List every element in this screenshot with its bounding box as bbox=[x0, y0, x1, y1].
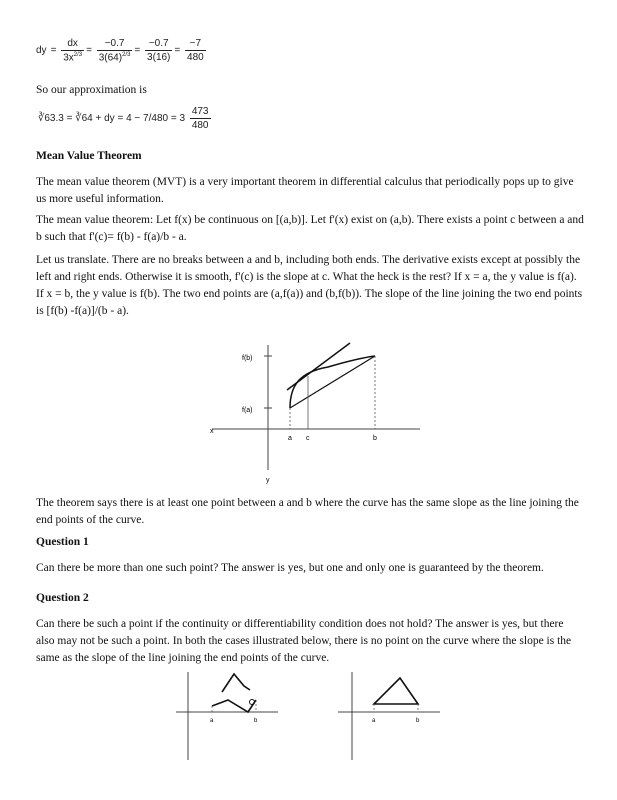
approximation-intro: So our approximation is bbox=[36, 84, 147, 96]
label-fb: f(b) bbox=[242, 355, 253, 362]
question-2-text: Can there be such a point if the continuity or differentiability condition does not hold? The answer is yes, but there also may not be such a point. In both the cases illustrated below, there is no point on the curve where the slope is the same as the slope of the line joining the end points of the curve. bbox=[36, 618, 572, 664]
right-label-a: a bbox=[372, 718, 376, 724]
label-c: c bbox=[306, 435, 310, 442]
counterexample-figure-left bbox=[172, 668, 282, 763]
paragraph-mvt-intro: The mean value theorem (MVT) is a very important theorem in differential calculus that periodically pops up to give us more useful information. bbox=[36, 176, 574, 205]
eq-lhs: dy bbox=[36, 45, 47, 57]
left-label-b: b bbox=[254, 718, 258, 724]
label-fa: f(a) bbox=[242, 407, 253, 414]
question-2-title: Question 2 bbox=[36, 592, 89, 604]
section-title: Mean Value Theorem bbox=[36, 150, 142, 162]
paragraph-translation: Let us translate. There are no breaks between a and b, including both ends. The derivative exists except at possibly the left and right ends. Otherwise it is smooth, f'(c) is the slope at c. What the heck is the rest? If x = a, the y value is f(a). If x = b, the y value is f(b). The two end points are (a,f(a)) and (b,f(b)). The slope of the line joining the two end points is [f(b) -f(a)]/(b - a). bbox=[36, 254, 583, 317]
label-x: x bbox=[210, 428, 214, 435]
fraction-4: $\frac{-7}{480}$ bbox=[187, 38, 204, 64]
right-label-b: b bbox=[416, 718, 420, 724]
left-label-a: a bbox=[210, 718, 214, 724]
label-b: b bbox=[373, 435, 377, 442]
mvt-figure bbox=[200, 340, 425, 490]
triangle-curve bbox=[374, 678, 418, 704]
counterexample-figure-right bbox=[334, 668, 444, 763]
paragraph-theorem-meaning: The theorem says there is at least one point between a and b where the curve has the same slope as the line joining the end points of the curve. bbox=[36, 497, 579, 526]
question-1-text: Can there be more than one such point? The answer is yes, but one and only one is guaranteed by the theorem. bbox=[36, 562, 544, 574]
fraction-1: $\frac{dx}{3x^{2/3}}$ bbox=[63, 38, 83, 64]
label-a: a bbox=[288, 435, 292, 442]
label-y: y bbox=[266, 477, 270, 484]
broken-curve bbox=[222, 674, 250, 692]
paragraph-mvt-statement: The mean value theorem: Let f(x) be continuous on [(a,b)]. Let f'(x) exist on (a,b). There exists a point c between a and b such that f'(c)= f(b) - f(a)/b - a. bbox=[36, 214, 584, 243]
question-1-title: Question 1 bbox=[36, 536, 89, 548]
fraction-2: $\frac{-0.7}{3(64)^{2/3}}$ bbox=[98, 38, 131, 64]
fraction-3: $\frac{-0.7}{3(16)}$ bbox=[147, 38, 171, 64]
approximation-equation: ∛63.3 = ∛64 + dy = 4 − 7/480 = 3 $\frac{473}{480}$ bbox=[38, 106, 209, 131]
fraction-473-480: $\frac{473}{480}$ bbox=[191, 106, 209, 131]
secant-line bbox=[290, 356, 375, 408]
dy-equation: dy = $\frac{dx}{3x^{2/3}}$ = $\frac{-0.7}{3(64)^{2/3}}$ = $\frac{-0.7}{3(16)}$ = $\frac{-7}{480}$ bbox=[36, 38, 204, 64]
tangent-line bbox=[287, 343, 350, 390]
